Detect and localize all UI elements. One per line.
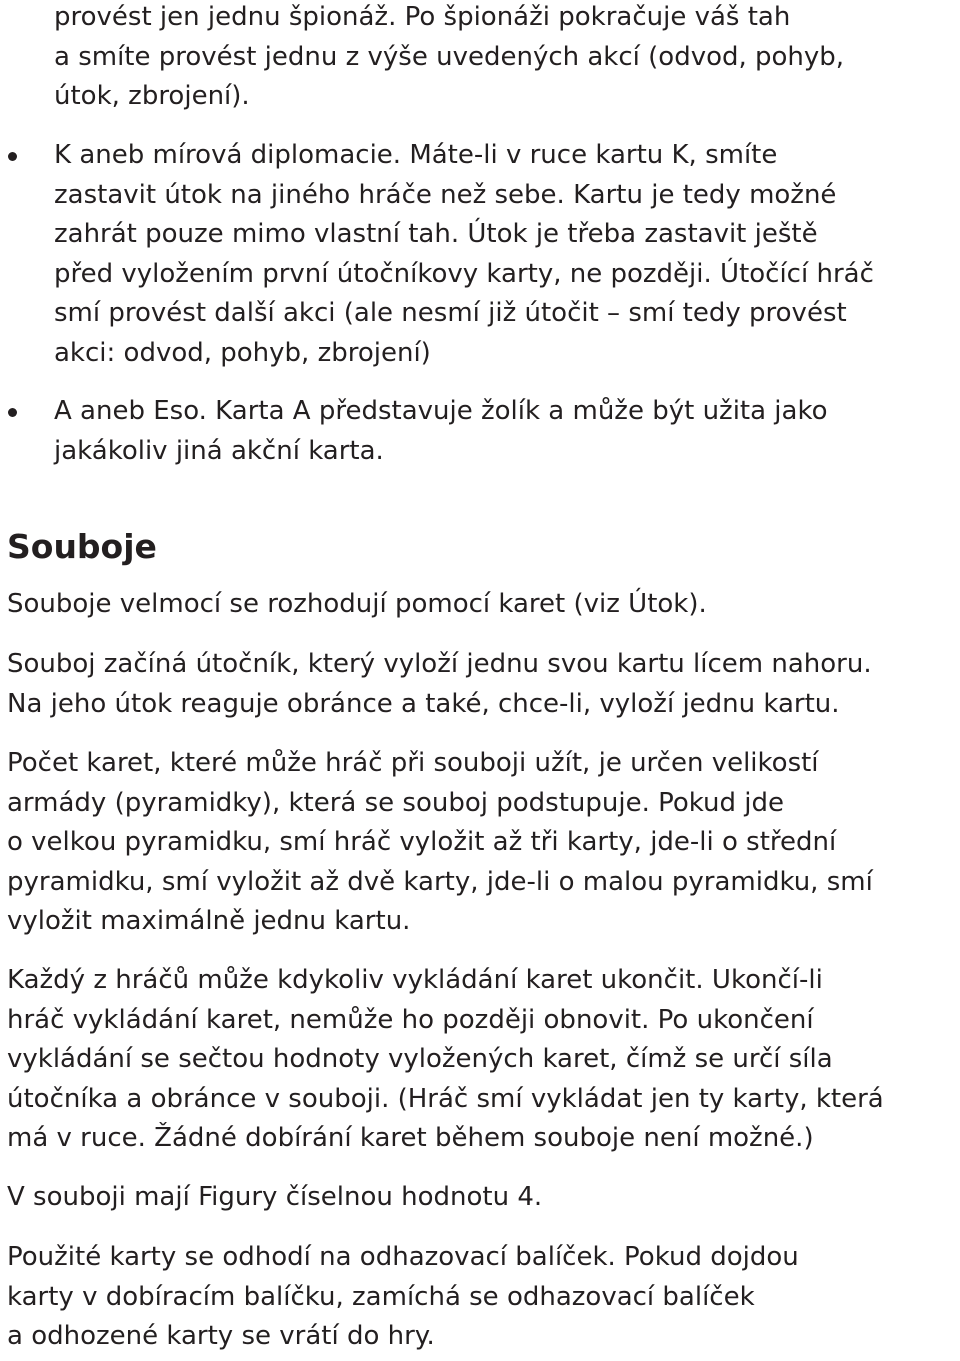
text-line: hráč vykládání karet, nemůže ho později obnovit. Po ukončení [7, 1004, 814, 1035]
text-line: K aneb mírová diplomacie. Máte-li v ruce kartu K, smíte [54, 140, 778, 170]
text-line: Souboje velmocí se rozhodují pomocí karet (viz Útok). [7, 589, 707, 619]
paragraph [7, 961, 884, 1159]
text-line: A aneb Eso. Karta A představuje žolík a může být užita jako [54, 396, 828, 426]
bullet-item-a-eso [0, 392, 828, 471]
text-line: vyložit maximálně jednu kartu. [7, 906, 411, 936]
text-line: Na jeho útok reaguje obránce a také, chce-li, vyloží jednu kartu. [7, 688, 840, 719]
paragraph [7, 645, 872, 724]
text-line: Použité karty se odhodí na odhazovací balíček. Pokud dojdou [7, 1242, 799, 1272]
text-line: smí provést další akci (ale nesmí již útočit – smí tedy provést [54, 298, 847, 328]
text-line: provést jen jednu špionáž. Po špionáži pokračuje váš tah [54, 2, 791, 32]
text-line: a smíte provést jednu z výše uvedených akcí (odvod, pohyb, [54, 41, 845, 72]
text-line: vykládání se sečtou hodnoty vyložených karet, čímž se určí síla [7, 1044, 833, 1074]
text-line: pyramidku, smí vyložit až dvě karty, jde-li o malou pyramidku, smí [7, 866, 873, 897]
text-line: před vyložením první útočníkovy karty, ne později. Útočící hráč [54, 258, 874, 289]
bullet-item-k-diplomacie [0, 136, 874, 373]
text-line: armády (pyramidky), která se souboj podstupuje. Pokud jde [7, 787, 785, 818]
text-line: útočníka a obránce v souboji. (Hráč smí vykládat jen ty karty, která [7, 1083, 884, 1114]
text-line: Počet karet, které může hráč při souboji užít, je určen velikostí [7, 748, 819, 778]
paragraph [7, 585, 707, 625]
text-line: zahrát pouze mimo vlastní tah. Útok je třeba zastavit ještě [54, 219, 818, 249]
paragraph [7, 1238, 799, 1357]
paragraph [7, 744, 873, 942]
text-line: Souboj začíná útočník, který vyloží jednu svou kartu lícem nahoru. [7, 649, 872, 679]
text-line: o velkou pyramidku, smí hráč vyložit až tři karty, jde-li o střední [7, 827, 837, 857]
bullet-dot-icon [8, 152, 17, 161]
text-line: jakákoliv jiná akční karta. [54, 435, 384, 466]
text-line: Každý z hráčů může kdykoliv vykládání karet ukončit. Ukončí-li [7, 965, 823, 995]
text-line: a odhozené karty se vrátí do hry. [7, 1321, 435, 1351]
section-heading: Souboje [7, 527, 157, 566]
text-line: V souboji mají Figury číselnou hodnotu 4. [7, 1182, 543, 1212]
bullet-item-spionaz [0, 0, 844, 117]
paragraph [7, 1178, 542, 1218]
text-line: zastavit útok na jiného hráče než sebe. Kartu je tedy možné [54, 179, 837, 210]
text-line: má v ruce. Žádné dobírání karet během souboje není možné.) [7, 1123, 814, 1153]
text-line: akci: odvod, pohyb, zbrojení) [54, 337, 431, 368]
text-line: útok, zbrojení). [54, 81, 250, 111]
bullet-dot-icon [8, 408, 17, 417]
text-line: karty v dobíracím balíčku, zamíchá se odhazovací balíček [7, 1281, 755, 1312]
